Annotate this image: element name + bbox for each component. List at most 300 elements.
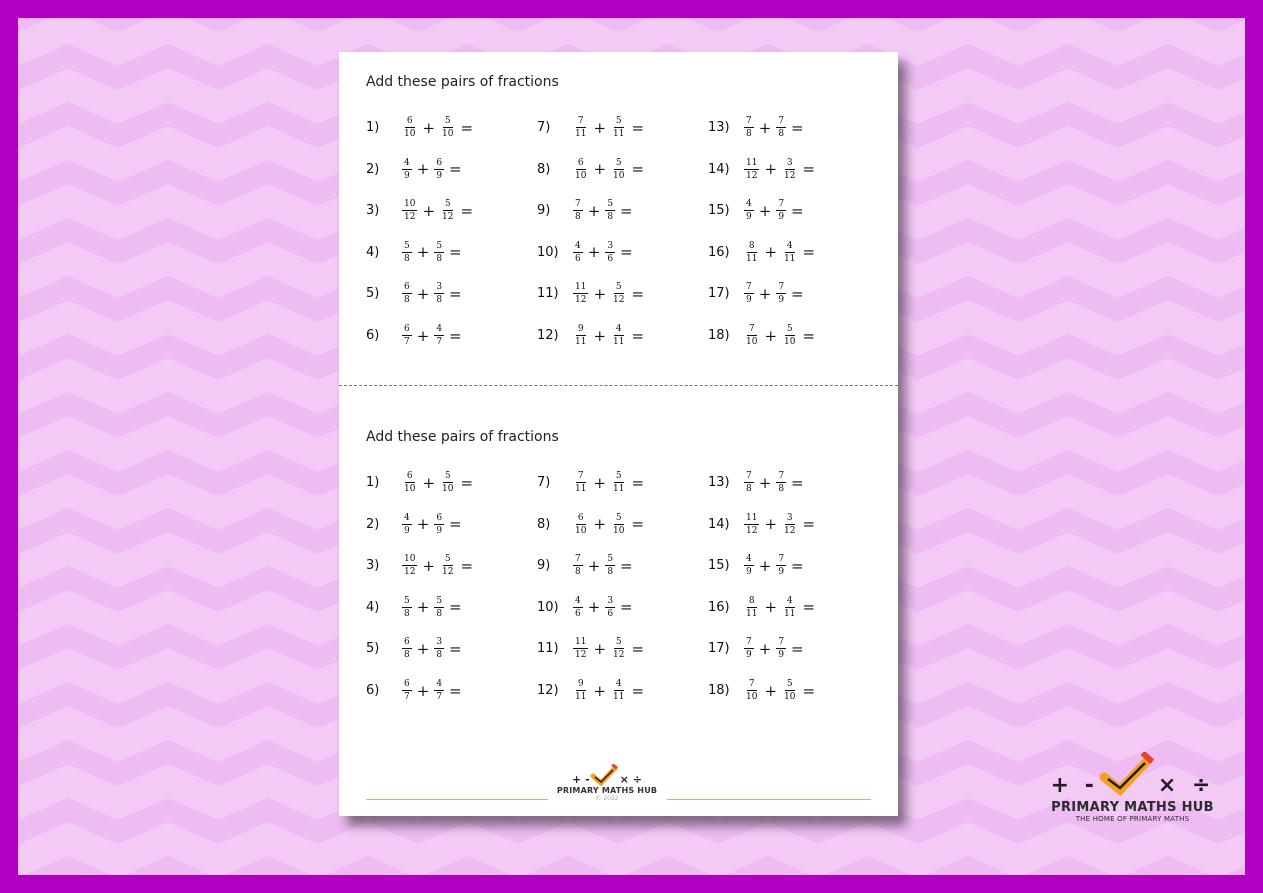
numerator: 6 bbox=[436, 157, 443, 168]
question-item bbox=[708, 554, 807, 577]
plus-sign: + bbox=[422, 118, 436, 137]
numerator: 5 bbox=[615, 471, 622, 481]
question-item bbox=[708, 158, 818, 181]
numerator: 4 bbox=[786, 595, 793, 606]
numerator: 10 bbox=[404, 554, 416, 565]
question-item bbox=[537, 116, 647, 139]
plus-sign: + bbox=[764, 243, 778, 262]
question-item bbox=[366, 282, 465, 305]
denominator: 7 bbox=[404, 337, 410, 347]
question-item bbox=[366, 116, 476, 139]
fraction bbox=[573, 199, 583, 222]
denominator: 11 bbox=[746, 608, 758, 619]
plus-sign: + bbox=[758, 556, 772, 575]
plus-sign: + bbox=[587, 556, 601, 575]
numerator: 7 bbox=[575, 554, 581, 565]
denominator: 10 bbox=[442, 129, 454, 139]
brand-logo bbox=[1040, 752, 1225, 823]
equals-sign: = bbox=[631, 326, 645, 345]
fraction bbox=[402, 116, 417, 139]
footer-symbols-right: × ÷ bbox=[619, 773, 642, 786]
denominator: 7 bbox=[436, 337, 443, 347]
denominator: 9 bbox=[746, 567, 752, 578]
numerator: 9 bbox=[577, 324, 584, 334]
numerator: 7 bbox=[746, 116, 752, 126]
denominator: 12 bbox=[404, 212, 416, 223]
equals-sign: = bbox=[620, 556, 633, 575]
numerator: 5 bbox=[444, 116, 451, 126]
denominator: 11 bbox=[784, 253, 796, 264]
brand-tagline: THE HOME OF PRIMARY MATHS bbox=[1075, 815, 1190, 823]
numerator: 8 bbox=[748, 240, 755, 251]
denominator: 10 bbox=[404, 484, 416, 494]
plus-sign: + bbox=[422, 556, 436, 575]
denominator: 9 bbox=[404, 525, 410, 536]
fraction bbox=[744, 513, 759, 536]
numerator: 6 bbox=[577, 512, 584, 523]
plus-sign: + bbox=[764, 160, 778, 179]
numerator: 7 bbox=[575, 199, 581, 210]
question-item bbox=[537, 324, 647, 347]
numerator: 9 bbox=[577, 679, 584, 689]
fraction bbox=[402, 596, 412, 619]
fraction bbox=[611, 513, 626, 536]
denominator: 12 bbox=[575, 295, 587, 306]
question-number: 12) bbox=[537, 328, 559, 343]
brand-symbols-right: × ÷ bbox=[1157, 773, 1215, 798]
fraction bbox=[434, 282, 444, 305]
numerator: 6 bbox=[406, 471, 413, 481]
question-item bbox=[537, 158, 647, 181]
question-item bbox=[366, 679, 465, 702]
equals-sign: = bbox=[631, 160, 645, 179]
denominator: 9 bbox=[746, 295, 752, 306]
denominator: 8 bbox=[607, 212, 614, 223]
denominator: 8 bbox=[575, 212, 581, 223]
plus-sign: + bbox=[593, 118, 607, 137]
numerator: 5 bbox=[444, 199, 451, 210]
fraction bbox=[402, 554, 417, 577]
equals-sign: = bbox=[791, 284, 804, 303]
equals-sign: = bbox=[449, 598, 462, 617]
fraction bbox=[605, 199, 615, 222]
question-number: 18) bbox=[708, 683, 730, 698]
fraction bbox=[744, 596, 759, 619]
fraction bbox=[744, 241, 759, 264]
plus-sign: + bbox=[758, 201, 772, 220]
checkmark-icon bbox=[1098, 752, 1158, 798]
numerator: 5 bbox=[607, 554, 614, 565]
question-number: 15) bbox=[708, 203, 730, 219]
denominator: 8 bbox=[404, 650, 410, 661]
fraction bbox=[744, 158, 759, 181]
equals-sign: = bbox=[460, 201, 474, 220]
denominator: 6 bbox=[607, 608, 614, 619]
question-item bbox=[537, 199, 636, 222]
denominator: 12 bbox=[442, 212, 454, 223]
denominator: 8 bbox=[436, 253, 443, 264]
fraction bbox=[782, 596, 797, 619]
fraction bbox=[402, 241, 412, 264]
fraction bbox=[402, 471, 417, 494]
denominator: 11 bbox=[575, 337, 587, 347]
question-number: 14) bbox=[708, 161, 730, 177]
denominator: 12 bbox=[404, 567, 416, 578]
numerator: 3 bbox=[607, 240, 614, 251]
plus-sign: + bbox=[764, 515, 778, 534]
plus-sign: + bbox=[416, 243, 430, 262]
numerator: 4 bbox=[575, 240, 581, 251]
denominator: 11 bbox=[613, 484, 625, 494]
numerator: 4 bbox=[786, 240, 793, 251]
question-number: 17) bbox=[708, 641, 730, 657]
numerator: 5 bbox=[615, 637, 622, 648]
denominator: 8 bbox=[436, 650, 443, 661]
denominator: 8 bbox=[404, 295, 410, 306]
question-number: 1) bbox=[366, 475, 380, 490]
fraction bbox=[611, 637, 626, 660]
question-number: 16) bbox=[708, 599, 730, 615]
denominator: 12 bbox=[613, 650, 625, 661]
fraction bbox=[402, 158, 412, 181]
numerator: 6 bbox=[406, 116, 413, 126]
denominator: 9 bbox=[778, 212, 785, 223]
fraction bbox=[744, 471, 754, 494]
question-number: 7) bbox=[537, 475, 551, 490]
worksheet-title: Add these pairs of fractions bbox=[366, 74, 559, 90]
denominator: 10 bbox=[784, 337, 796, 347]
question-number: 10) bbox=[537, 244, 559, 260]
equals-sign: = bbox=[791, 639, 804, 658]
equals-sign: = bbox=[449, 326, 462, 345]
denominator: 10 bbox=[442, 484, 454, 494]
question-item bbox=[537, 241, 636, 264]
numerator: 3 bbox=[786, 512, 793, 523]
fraction bbox=[605, 241, 615, 264]
denominator: 12 bbox=[784, 525, 796, 536]
numerator: 3 bbox=[786, 157, 793, 168]
footer-copyright: © 2022 bbox=[595, 795, 619, 802]
footer-line-left bbox=[366, 799, 548, 800]
fraction bbox=[573, 554, 583, 577]
fraction bbox=[776, 471, 786, 494]
question-item bbox=[366, 199, 476, 222]
fraction bbox=[434, 241, 444, 264]
question-item bbox=[366, 324, 465, 347]
equals-sign: = bbox=[802, 160, 816, 179]
numerator: 7 bbox=[577, 116, 584, 126]
fraction bbox=[573, 596, 583, 619]
question-number: 10) bbox=[537, 599, 559, 615]
fraction bbox=[744, 324, 759, 347]
denominator: 11 bbox=[613, 129, 625, 139]
plus-sign: + bbox=[416, 326, 430, 345]
plus-sign: + bbox=[593, 160, 607, 179]
numerator: 4 bbox=[615, 324, 622, 334]
fraction bbox=[611, 158, 626, 181]
denominator: 9 bbox=[778, 650, 785, 661]
denominator: 11 bbox=[575, 692, 587, 702]
numerator: 5 bbox=[607, 199, 614, 210]
fraction bbox=[782, 324, 797, 347]
plus-sign: + bbox=[758, 639, 772, 658]
fraction bbox=[573, 471, 588, 494]
numerator: 7 bbox=[748, 679, 755, 689]
question-number: 11) bbox=[537, 286, 559, 302]
denominator: 10 bbox=[575, 170, 587, 181]
equals-sign: = bbox=[791, 556, 804, 575]
numerator: 3 bbox=[436, 637, 443, 648]
question-number: 13) bbox=[708, 475, 730, 490]
question-number: 8) bbox=[537, 161, 551, 177]
denominator: 7 bbox=[436, 692, 443, 702]
denominator: 8 bbox=[778, 129, 785, 139]
fraction bbox=[611, 116, 626, 139]
numerator: 4 bbox=[404, 512, 410, 523]
question-number: 5) bbox=[366, 286, 380, 302]
fraction bbox=[573, 158, 588, 181]
equals-sign: = bbox=[460, 118, 474, 137]
plus-sign: + bbox=[758, 284, 772, 303]
denominator: 8 bbox=[575, 567, 581, 578]
numerator: 5 bbox=[615, 282, 622, 293]
worksheet-page bbox=[339, 52, 898, 816]
question-number: 18) bbox=[708, 328, 730, 343]
numerator: 5 bbox=[436, 595, 443, 606]
fraction bbox=[776, 282, 786, 305]
question-number: 9) bbox=[537, 203, 551, 219]
question-number: 3) bbox=[366, 203, 380, 219]
question-item bbox=[708, 199, 807, 222]
numerator: 6 bbox=[404, 324, 410, 334]
fraction bbox=[611, 471, 626, 494]
question-item bbox=[537, 471, 647, 494]
fraction bbox=[402, 637, 412, 660]
numerator: 10 bbox=[404, 199, 416, 210]
question-item bbox=[708, 324, 818, 347]
equals-sign: = bbox=[449, 243, 462, 262]
question-number: 11) bbox=[537, 641, 559, 657]
fraction bbox=[776, 116, 786, 139]
fraction bbox=[434, 596, 444, 619]
fraction bbox=[744, 679, 759, 702]
cut-line bbox=[339, 385, 898, 386]
denominator: 6 bbox=[607, 253, 614, 264]
denominator: 11 bbox=[784, 608, 796, 619]
equals-sign: = bbox=[620, 598, 633, 617]
question-number: 1) bbox=[366, 120, 380, 135]
equals-sign: = bbox=[802, 243, 816, 262]
question-item bbox=[708, 471, 807, 494]
numerator: 3 bbox=[436, 282, 443, 293]
equals-sign: = bbox=[631, 284, 645, 303]
question-number: 2) bbox=[366, 516, 380, 532]
question-item bbox=[708, 282, 807, 305]
question-item bbox=[366, 158, 465, 181]
numerator: 6 bbox=[404, 637, 410, 648]
fraction bbox=[573, 324, 588, 347]
denominator: 12 bbox=[442, 567, 454, 578]
plus-sign: + bbox=[758, 473, 772, 492]
denominator: 9 bbox=[436, 170, 443, 181]
denominator: 6 bbox=[575, 608, 581, 619]
denominator: 12 bbox=[746, 170, 758, 181]
equals-sign: = bbox=[460, 473, 474, 492]
numerator: 4 bbox=[404, 157, 410, 168]
question-number: 12) bbox=[537, 683, 559, 698]
plus-sign: + bbox=[416, 160, 430, 179]
fraction bbox=[440, 116, 455, 139]
plus-sign: + bbox=[593, 326, 607, 345]
numerator: 6 bbox=[436, 512, 443, 523]
fraction bbox=[573, 282, 588, 305]
fraction bbox=[782, 513, 797, 536]
plus-sign: + bbox=[764, 598, 778, 617]
fraction bbox=[573, 637, 588, 660]
brand-symbols-left: + - bbox=[1050, 773, 1098, 798]
plus-sign: + bbox=[422, 201, 436, 220]
question-item bbox=[366, 471, 476, 494]
question-number: 8) bbox=[537, 516, 551, 532]
question-item bbox=[366, 241, 465, 264]
numerator: 5 bbox=[404, 240, 410, 251]
plus-sign: + bbox=[593, 681, 607, 700]
equals-sign: = bbox=[449, 639, 462, 658]
denominator: 10 bbox=[575, 525, 587, 536]
equals-sign: = bbox=[802, 598, 816, 617]
numerator: 7 bbox=[746, 637, 752, 648]
denominator: 9 bbox=[778, 567, 785, 578]
fraction bbox=[402, 679, 412, 702]
question-number: 9) bbox=[537, 558, 551, 574]
numerator: 4 bbox=[436, 679, 443, 689]
fraction bbox=[440, 471, 455, 494]
worksheet-title: Add these pairs of fractions bbox=[366, 429, 559, 445]
denominator: 10 bbox=[613, 170, 625, 181]
equals-sign: = bbox=[449, 515, 462, 534]
plus-sign: + bbox=[416, 598, 430, 617]
numerator: 5 bbox=[444, 554, 451, 565]
fraction bbox=[573, 679, 588, 702]
footer-symbols-left: + - bbox=[572, 773, 590, 786]
checkmark-icon bbox=[590, 764, 620, 786]
denominator: 10 bbox=[746, 692, 758, 702]
fraction bbox=[776, 637, 786, 660]
numerator: 7 bbox=[778, 282, 785, 293]
equals-sign: = bbox=[620, 201, 633, 220]
question-number: 6) bbox=[366, 328, 380, 343]
question-number: 5) bbox=[366, 641, 380, 657]
numerator: 5 bbox=[786, 679, 793, 689]
numerator: 7 bbox=[577, 471, 584, 481]
denominator: 11 bbox=[613, 692, 625, 702]
numerator: 7 bbox=[778, 554, 785, 565]
footer-brand-name: PRIMARY MATHS HUB bbox=[556, 786, 658, 795]
numerator: 7 bbox=[746, 282, 752, 293]
question-number: 2) bbox=[366, 161, 380, 177]
numerator: 5 bbox=[615, 512, 622, 523]
denominator: 10 bbox=[404, 129, 416, 139]
plus-sign: + bbox=[593, 473, 607, 492]
fraction bbox=[776, 199, 786, 222]
fraction bbox=[776, 554, 786, 577]
equals-sign: = bbox=[631, 681, 645, 700]
plus-sign: + bbox=[422, 473, 436, 492]
fraction bbox=[402, 282, 412, 305]
numerator: 5 bbox=[444, 471, 451, 481]
question-number: 7) bbox=[537, 120, 551, 135]
denominator: 11 bbox=[746, 253, 758, 264]
question-item bbox=[537, 637, 647, 660]
fraction bbox=[434, 324, 444, 347]
denominator: 11 bbox=[613, 337, 625, 347]
denominator: 8 bbox=[778, 484, 785, 494]
equals-sign: = bbox=[802, 681, 816, 700]
equals-sign: = bbox=[802, 326, 816, 345]
fraction bbox=[573, 241, 583, 264]
denominator: 8 bbox=[436, 608, 443, 619]
denominator: 9 bbox=[404, 170, 410, 181]
footer-logo bbox=[552, 764, 662, 802]
plus-sign: + bbox=[416, 681, 430, 700]
numerator: 7 bbox=[778, 471, 785, 481]
fraction bbox=[402, 324, 412, 347]
denominator: 8 bbox=[404, 253, 410, 264]
plus-sign: + bbox=[593, 639, 607, 658]
denominator: 9 bbox=[778, 295, 785, 306]
denominator: 9 bbox=[746, 650, 752, 661]
equals-sign: = bbox=[791, 473, 804, 492]
numerator: 11 bbox=[575, 282, 587, 293]
fraction bbox=[611, 282, 626, 305]
plus-sign: + bbox=[587, 201, 601, 220]
numerator: 5 bbox=[615, 157, 622, 168]
numerator: 7 bbox=[778, 637, 785, 648]
equals-sign: = bbox=[449, 284, 462, 303]
plus-sign: + bbox=[587, 598, 601, 617]
plus-sign: + bbox=[593, 284, 607, 303]
numerator: 4 bbox=[746, 199, 752, 210]
fraction bbox=[782, 241, 797, 264]
fraction bbox=[782, 679, 797, 702]
plus-sign: + bbox=[764, 681, 778, 700]
equals-sign: = bbox=[620, 243, 633, 262]
denominator: 12 bbox=[746, 525, 758, 536]
plus-sign: + bbox=[593, 515, 607, 534]
equals-sign: = bbox=[802, 515, 816, 534]
plus-sign: + bbox=[764, 326, 778, 345]
denominator: 6 bbox=[575, 253, 581, 264]
equals-sign: = bbox=[631, 118, 645, 137]
equals-sign: = bbox=[791, 201, 804, 220]
equals-sign: = bbox=[460, 556, 474, 575]
question-item bbox=[366, 554, 476, 577]
plus-sign: + bbox=[758, 118, 772, 137]
question-item bbox=[708, 241, 818, 264]
numerator: 8 bbox=[748, 595, 755, 606]
fraction bbox=[744, 282, 754, 305]
denominator: 8 bbox=[607, 567, 614, 578]
question-item bbox=[708, 637, 807, 660]
plus-sign: + bbox=[416, 515, 430, 534]
fraction bbox=[402, 199, 417, 222]
numerator: 6 bbox=[577, 157, 584, 168]
denominator: 12 bbox=[784, 170, 796, 181]
fraction bbox=[744, 554, 754, 577]
fraction bbox=[434, 158, 444, 181]
denominator: 8 bbox=[436, 295, 443, 306]
fraction bbox=[605, 554, 615, 577]
